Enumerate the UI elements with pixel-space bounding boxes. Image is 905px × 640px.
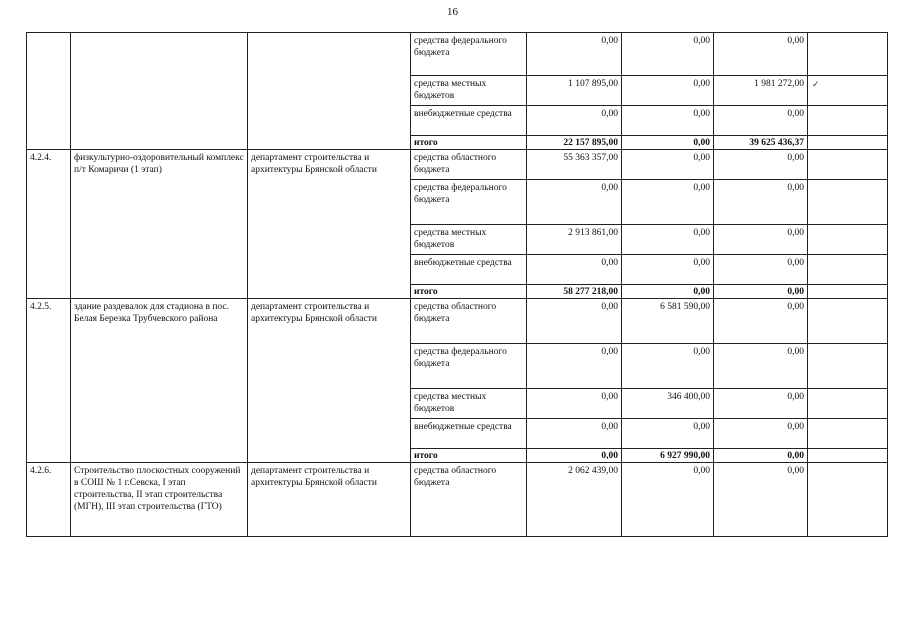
page-number: 16 xyxy=(447,6,458,18)
value-cell: 55 363 357,00 xyxy=(527,150,622,180)
value-cell: 0,00 xyxy=(527,106,622,136)
empty-cell xyxy=(808,106,888,136)
value-cell: 0,00 xyxy=(714,225,808,255)
code-cell: 4.2.5. xyxy=(27,299,71,463)
code-cell: 4.2.4. xyxy=(27,150,71,299)
value-cell: 6 581 590,00 xyxy=(622,299,714,344)
source-cell: средства местных бюджетов xyxy=(411,225,527,255)
value-cell: 0,00 xyxy=(622,33,714,76)
value-cell: 58 277 218,00 xyxy=(527,285,622,299)
name-cell xyxy=(71,33,248,150)
source-cell: внебюджетные средства xyxy=(411,106,527,136)
budget-table xyxy=(26,32,888,537)
value-cell: 0,00 xyxy=(714,33,808,76)
empty-cell xyxy=(808,299,888,344)
source-cell: итого xyxy=(411,136,527,150)
value-cell: 0,00 xyxy=(527,299,622,344)
value-cell: 0,00 xyxy=(622,225,714,255)
value-cell: 0,00 xyxy=(622,463,714,537)
empty-cell xyxy=(808,255,888,285)
value-cell: 0,00 xyxy=(622,419,714,449)
value-cell: 6 927 990,00 xyxy=(622,449,714,463)
value-cell: 0,00 xyxy=(527,389,622,419)
value-cell: 0,00 xyxy=(622,344,714,389)
value-cell: 2 913 861,00 xyxy=(527,225,622,255)
value-cell: 0,00 xyxy=(714,285,808,299)
value-cell: 0,00 xyxy=(527,449,622,463)
source-cell: средства областного бюджета xyxy=(411,150,527,180)
empty-cell xyxy=(808,76,888,106)
value-cell: 2 062 439,00 xyxy=(527,463,622,537)
value-cell: 0,00 xyxy=(714,150,808,180)
value-cell: 0,00 xyxy=(622,106,714,136)
table-row xyxy=(27,150,888,180)
value-cell: 1 107 895,00 xyxy=(527,76,622,106)
value-text: 1 981 272,00 xyxy=(754,79,804,89)
table-row xyxy=(27,33,888,76)
source-cell: итого xyxy=(411,449,527,463)
value-cell: 0,00 xyxy=(622,76,714,106)
empty-cell xyxy=(808,344,888,389)
table-row xyxy=(27,299,888,344)
source-cell: внебюджетные средства xyxy=(411,419,527,449)
source-cell: средства федерального бюджета xyxy=(411,33,527,76)
source-cell: средства федерального бюджета xyxy=(411,180,527,225)
value-cell: 0,00 xyxy=(527,255,622,285)
value-cell: 0,00 xyxy=(714,463,808,537)
value-cell: 0,00 xyxy=(527,344,622,389)
source-cell: средства федерального бюджета xyxy=(411,344,527,389)
empty-cell xyxy=(808,225,888,255)
value-cell: 0,00 xyxy=(714,106,808,136)
empty-cell xyxy=(808,180,888,225)
value-cell: 0,00 xyxy=(714,344,808,389)
value-cell: 0,00 xyxy=(622,255,714,285)
value-cell: 0,00 xyxy=(714,180,808,225)
empty-cell xyxy=(808,419,888,449)
value-cell: 346 400,00 xyxy=(622,389,714,419)
empty-cell xyxy=(808,33,888,76)
source-cell: внебюджетные средства xyxy=(411,255,527,285)
value-cell: 0,00 xyxy=(622,150,714,180)
executor-cell: департамент строительства и архитектуры Брянской области xyxy=(248,150,411,299)
value-cell: 0,00 xyxy=(714,449,808,463)
executor-cell xyxy=(248,33,411,150)
value-cell: 0,00 xyxy=(714,419,808,449)
empty-cell xyxy=(808,449,888,463)
value-cell: 0,00 xyxy=(527,419,622,449)
check-mark: ✓ xyxy=(812,79,820,89)
value-cell: 0,00 xyxy=(714,389,808,419)
value-cell: 0,00 xyxy=(622,285,714,299)
empty-cell xyxy=(808,285,888,299)
value-cell: 0,00 xyxy=(714,255,808,285)
value-cell: 0,00 xyxy=(527,33,622,76)
executor-cell: департамент строительства и архитектуры Брянской области xyxy=(248,299,411,463)
value-cell: 0,00 xyxy=(527,180,622,225)
value-cell: 0,00 xyxy=(622,180,714,225)
name-cell: физкультурно-оздоровительный комплекс п/т Комаричи (1 этап) xyxy=(71,150,248,299)
value-cell: 0,00 xyxy=(622,136,714,150)
name-cell: здание раздевалок для стадиона в пос. Белая Березка Трубчевского района xyxy=(71,299,248,463)
empty-cell xyxy=(808,150,888,180)
value-cell xyxy=(714,76,808,106)
table-row xyxy=(27,463,888,537)
executor-cell: департамент строительства и архитектуры Брянской области xyxy=(248,463,411,537)
source-cell: средства местных бюджетов xyxy=(411,76,527,106)
source-cell: средства областного бюджета xyxy=(411,299,527,344)
value-cell: 0,00 xyxy=(714,299,808,344)
source-cell: итого xyxy=(411,285,527,299)
name-cell: Строительство плоскостных сооружений в СОШ № 1 г.Севска, I этап строительства, II этап строительства (МГН), III этап строительства (ГТО) xyxy=(71,463,248,537)
value-cell: 22 157 895,00 xyxy=(527,136,622,150)
code-cell: 4.2.6. xyxy=(27,463,71,537)
code-cell xyxy=(27,33,71,150)
source-cell: средства областного бюджета xyxy=(411,463,527,537)
source-cell: средства местных бюджетов xyxy=(411,389,527,419)
empty-cell xyxy=(808,463,888,537)
value-cell: 39 625 436,37 xyxy=(714,136,808,150)
empty-cell xyxy=(808,136,888,150)
empty-cell xyxy=(808,389,888,419)
